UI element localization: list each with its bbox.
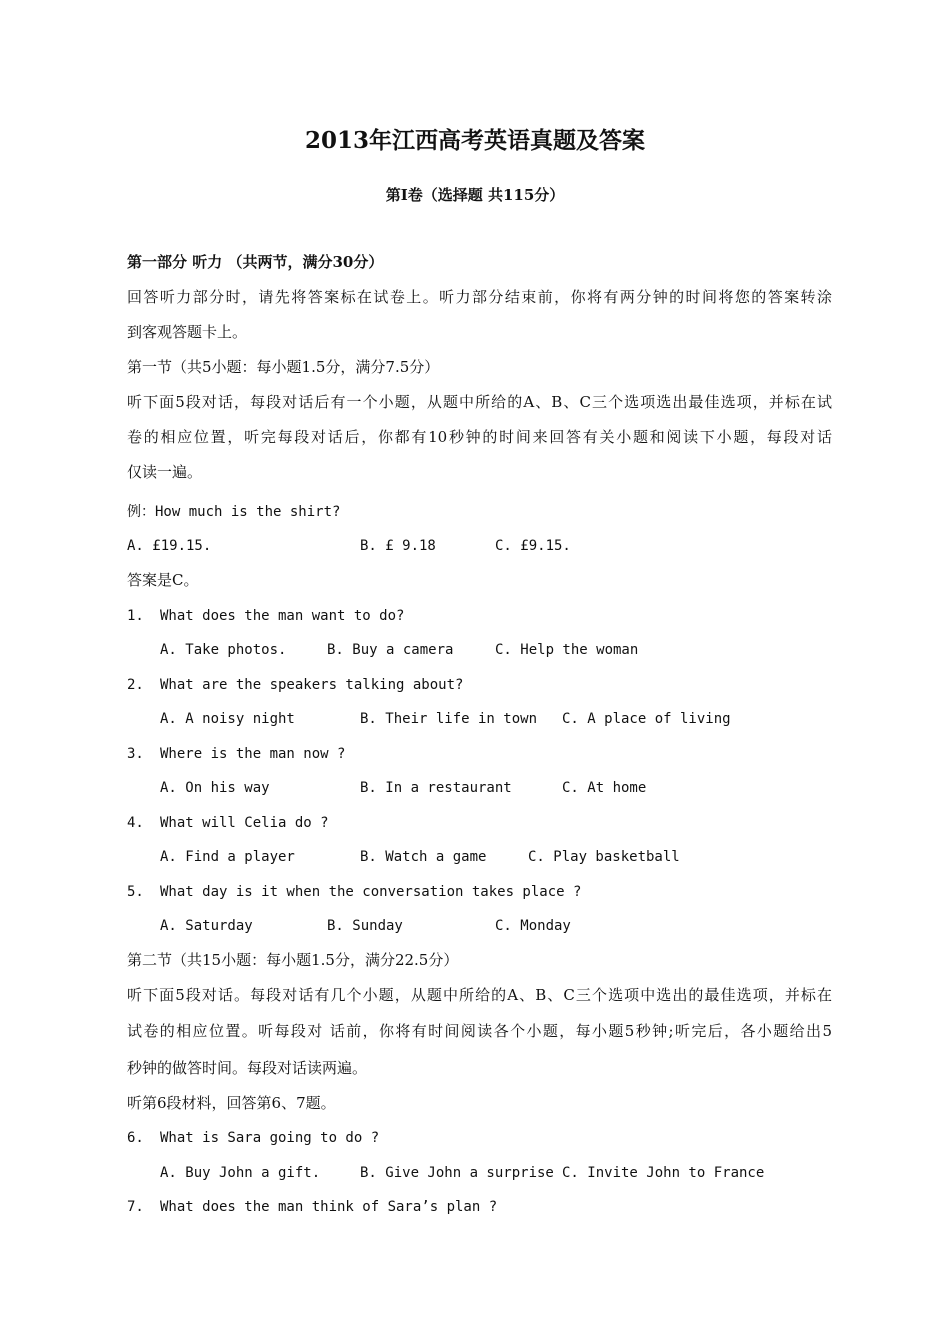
section1-heading: 第一节（共5小题：每小题1.5分，满分7.5分） — [127, 358, 440, 376]
question-text: What will Celia do ? — [160, 815, 329, 831]
option-a: A. Find a player — [160, 849, 295, 865]
section2-line-3: 秒钟的做答时间。每段对话读两遍。 — [127, 1059, 368, 1077]
option-a: A. On his way — [160, 780, 270, 796]
section1-line-3: 仅读一遍。 — [127, 463, 203, 481]
material-6-instruction: 听第6段材料，回答第6、7题。 — [127, 1094, 336, 1112]
intro-line-2: 到客观答题卡上。 — [127, 323, 248, 341]
option-c: C. Help the woman — [495, 642, 639, 658]
section1-line-1: 听下面5段对话，每段对话后有一个小题，从题中所给的A、B、C三个选项选出最佳选项，并标在试 — [127, 393, 832, 411]
section-subtitle: 第Ⅰ卷（选择题 共115分） — [385, 186, 565, 204]
question-text: Where is the man now ? — [160, 746, 346, 762]
example-question — [127, 501, 832, 522]
example-option-a: A. £19.15. — [127, 538, 212, 554]
option-b: B. Give John a surprise — [360, 1165, 554, 1181]
example-question-text: 例：How much is the shirt? — [127, 504, 341, 520]
example-option-c: C. £9.15. — [495, 538, 571, 554]
question-text: What are the speakers talking about? — [160, 677, 464, 693]
question-text: What day is it when the conversation takes place ? — [160, 884, 582, 900]
question-number: 7. — [127, 1199, 144, 1215]
option-b: B. Buy a camera — [327, 642, 454, 658]
example-answer: 答案是C。 — [127, 571, 199, 589]
option-a: A. A noisy night — [160, 711, 295, 727]
section1-line-2: 卷的相应位置，听完每段对话后，你都有10秒钟的时间来回答有关小题和阅读下小题，每段对话 — [127, 428, 832, 446]
section2-heading: 第二节（共15小题：每小题1.5分，满分22.5分） — [127, 951, 459, 969]
question-number: 1. — [127, 608, 144, 624]
option-c: C. A place of living — [562, 711, 731, 727]
option-b: B. Their life in town — [360, 711, 538, 727]
page-title: 2013年江西高考英语真题及答案 — [304, 127, 645, 154]
option-a: A. Buy John a gift. — [160, 1165, 321, 1181]
option-b: B. In a restaurant — [360, 780, 512, 796]
intro-line-1: 回答听力部分时，请先将答案标在试卷上。听力部分结束前，你将有两分钟的时间将您的答案转涂 — [127, 288, 832, 306]
question-text: What does the man think of Sara’s plan ? — [160, 1199, 498, 1215]
question-text: What is Sara going to do ? — [160, 1130, 380, 1146]
option-c: C. Monday — [495, 918, 571, 934]
question-text: What does the man want to do? — [160, 608, 405, 624]
option-a: A. Saturday — [160, 918, 253, 934]
option-c: C. At home — [562, 780, 647, 796]
question-number: 2. — [127, 677, 144, 693]
question-number: 4. — [127, 815, 144, 831]
option-c: C. Invite John to France — [562, 1165, 765, 1181]
section2-line-2: 试卷的相应位置。听每段对 话前，你将有时间阅读各个小题，每小题5秒钟;听完后，各小题给出5 — [127, 1022, 832, 1040]
option-b: B. Sunday — [327, 918, 403, 934]
example-option-b: B. £ 9.18 — [360, 538, 436, 554]
option-a: A. Take photos. — [160, 642, 287, 658]
question-number: 5. — [127, 884, 144, 900]
section2-line-1: 听下面5段对话。每段对话有几个小题，从题中所给的A、B、C三个选项中选出的最佳选项，并标在 — [127, 986, 832, 1004]
part1-heading: 第一部分 听力 （共两节，满分30分） — [127, 253, 384, 271]
question-number: 6. — [127, 1130, 144, 1146]
option-b: B. Watch a game — [360, 849, 487, 865]
question-number: 3. — [127, 746, 144, 762]
option-c: C. Play basketball — [528, 849, 680, 865]
